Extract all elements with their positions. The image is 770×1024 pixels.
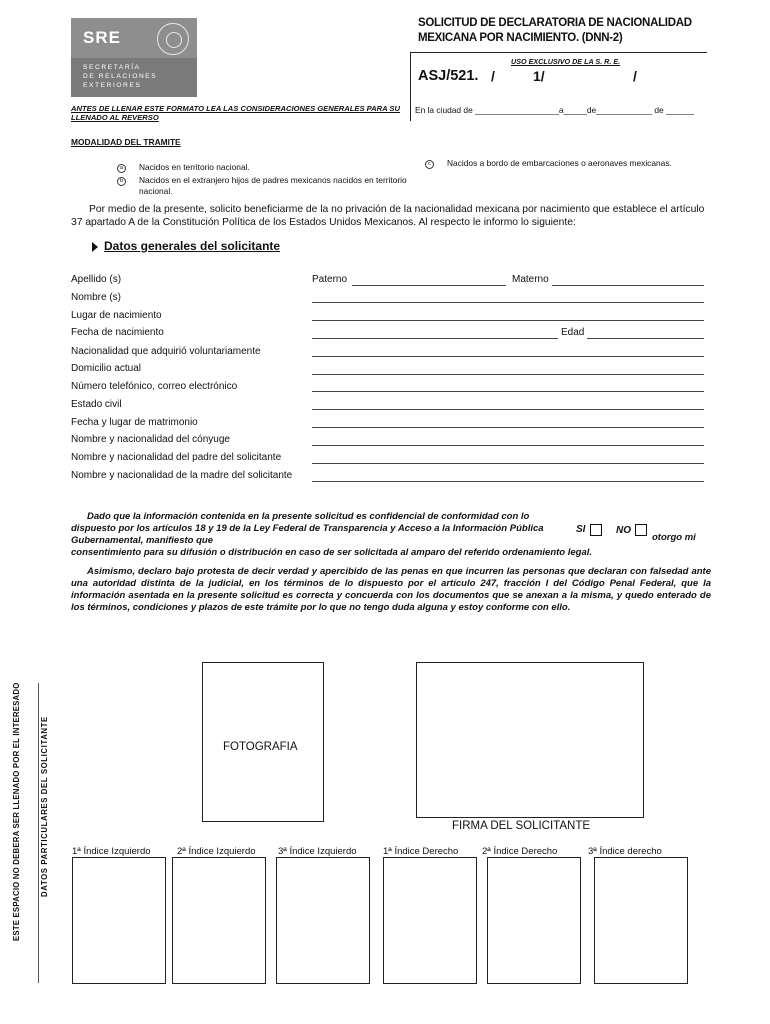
- fingerprint-box[interactable]: [487, 857, 581, 984]
- consent-text: Dado que la información contenida en la presente solicitud es confidencial de conformidad con lo dispuesto por los artículos 18 y 19 de la Ley Federal de Transparencia y Acceso a la Información Pública Gubernamental, manifiesto que: [71, 511, 544, 546]
- fingerprint-box[interactable]: [594, 857, 688, 984]
- fingerprint-label: 3ª Índice Izquierdo: [278, 846, 357, 857]
- side-note-data: DATOS PARTICULARES DEL SOLICITANTE: [40, 716, 49, 897]
- consent-otorgo: otorgo mi: [652, 532, 696, 543]
- side-note-official: ESTE ESPACIO NO DEBERA SER LLENADO POR EL INTERESADO: [12, 682, 21, 941]
- consent-paragraph: [71, 511, 711, 559]
- label-conyuge: Nombre y nacionalidad del cónyuge: [71, 434, 230, 445]
- form-title: SOLICITUD DE DECLARATORIA DE NACIONALIDAD MEXICANA POR NACIMIENTO. (DNN-2): [418, 17, 692, 44]
- modalidad-title: MODALIDAD DEL TRAMITE: [71, 137, 181, 147]
- matrimonio-field[interactable]: [312, 427, 704, 428]
- option-a-marker[interactable]: a: [117, 164, 126, 173]
- edad-field[interactable]: [587, 338, 704, 339]
- fingerprint-label: 2ª Índice Izquierdo: [177, 846, 256, 857]
- consent-yes-label: SI: [576, 524, 586, 535]
- fingerprint-label: 1ª Índice Derecho: [383, 846, 459, 857]
- label-matrimonio: Fecha y lugar de matrimonio: [71, 417, 198, 428]
- file-number-slash-end: /: [633, 68, 637, 84]
- intro-paragraph: Por medio de la presente, solicito beneficiarme de la no privación de la nacionalidad mexicana por nacimiento que establece el artículo 37 apartado A de la Constitución Política de los Estados Unidos Mexicanos. Al respecto le informo lo siguiente:: [71, 204, 705, 228]
- label-edad: Edad: [561, 327, 585, 338]
- domicilio-field[interactable]: [312, 374, 704, 375]
- signature-box[interactable]: [416, 662, 644, 818]
- city-date-line[interactable]: En la ciudad de __________________a_____de____________ de ______: [415, 105, 694, 115]
- padre-field[interactable]: [312, 463, 704, 464]
- label-paterno: Paterno: [312, 274, 348, 285]
- label-lugar-nacimiento: Lugar de nacimiento: [71, 310, 162, 321]
- office-use-label: USO EXCLUSIVO DE LA S. R. E.: [511, 57, 621, 66]
- label-nombre: Nombre (s): [71, 292, 122, 303]
- label-padre: Nombre y nacionalidad del padre del solicitante: [71, 452, 282, 463]
- label-estado-civil: Estado civil: [71, 399, 122, 410]
- label-fecha-nacimiento: Fecha de nacimiento: [71, 327, 164, 338]
- national-seal-icon: [157, 23, 189, 55]
- fingerprint-label: 2ª Índice Derecho: [482, 846, 558, 857]
- fingerprint-label: 3ª Índice derecho: [588, 846, 662, 857]
- instructions-note: ANTES DE LLENAR ESTE FORMATO LEA LAS CONSIDERACIONES GENERALES PARA SU LLENADO AL REVERSO: [71, 104, 400, 122]
- sre-logo: [71, 18, 197, 97]
- file-number-part: 1/: [533, 68, 545, 84]
- label-domicilio: Domicilio actual: [71, 363, 142, 374]
- fingerprint-label: 1ª Índice Izquierdo: [72, 846, 151, 857]
- label-nacionalidad: Nacionalidad que adquirió voluntariamente: [71, 346, 261, 357]
- fingerprint-box[interactable]: [276, 857, 370, 984]
- option-c-marker[interactable]: c: [425, 160, 434, 169]
- declaration-paragraph: Asimismo, declaro bajo protesta de decir verdad y apercibido de las penas en que incurren las personas que declaran con falsedad ante una autoridad distinta de la judicial, en los términos de lo dispuesto por el artículo 247, fracción I del Código Penal Federal, que la información asentada en la presente solicitud es correcta y concuerda con los documentos que se anexan a la misma, y quedo enterado de los términos, condiciones y plazos de este trámite por lo que no tengo duda alguna y estoy conforme con ello.: [71, 566, 711, 613]
- logo-short: SRE: [83, 28, 121, 47]
- logo-name: SECRETARÍA DE RELACIONES EXTERIORES: [83, 64, 158, 89]
- consent-no-label: NO: [616, 525, 631, 536]
- logo-banner: [71, 18, 197, 58]
- file-number-slash: /: [491, 68, 495, 84]
- fingerprint-box[interactable]: [383, 857, 477, 984]
- consent-no-checkbox[interactable]: [635, 524, 647, 536]
- option-a-label: Nacidos en territorio nacional.: [139, 162, 250, 172]
- nombre-field[interactable]: [312, 302, 704, 303]
- fecha-nacimiento-field[interactable]: [312, 338, 558, 339]
- consent-yes-checkbox[interactable]: [590, 524, 602, 536]
- nacionalidad-field[interactable]: [312, 356, 704, 357]
- section-title: Datos generales del solicitante: [104, 239, 281, 253]
- consent-text-end: consentimiento para su difusión o distribución en caso de ser solicitada al amparo del referido ordenamiento legal.: [71, 547, 593, 558]
- option-b-marker[interactable]: b: [117, 177, 126, 186]
- paterno-field[interactable]: [352, 285, 506, 286]
- office-use-box: [410, 52, 707, 121]
- label-apellidos: Apellido (s): [71, 274, 122, 285]
- signature-label: FIRMA DEL SOLICITANTE: [452, 820, 591, 832]
- file-number-prefix: ASJ/521.: [418, 68, 479, 84]
- section-arrow-icon: [92, 242, 98, 252]
- estado-civil-field[interactable]: [312, 409, 704, 410]
- lugar-nacimiento-field[interactable]: [312, 320, 704, 321]
- telefono-field[interactable]: [312, 391, 704, 392]
- option-b-label: Nacidos en el extranjero hijos de padres mexicanos nacidos en territorio nacional.: [139, 175, 407, 196]
- materno-field[interactable]: [552, 285, 704, 286]
- label-madre: Nombre y nacionalidad de la madre del solicitante: [71, 470, 293, 481]
- side-divider: [38, 683, 39, 983]
- fingerprint-box[interactable]: [72, 857, 166, 984]
- label-materno: Materno: [512, 274, 549, 285]
- label-telefono: Número telefónico, correo electrónico: [71, 381, 238, 392]
- photo-label: FOTOGRAFIA: [223, 741, 298, 753]
- conyuge-field[interactable]: [312, 445, 704, 446]
- photo-box[interactable]: [202, 662, 324, 822]
- fingerprint-box[interactable]: [172, 857, 266, 984]
- madre-field[interactable]: [312, 481, 704, 482]
- option-c-label: Nacidos a bordo de embarcaciones o aeronaves mexicanas.: [447, 158, 672, 168]
